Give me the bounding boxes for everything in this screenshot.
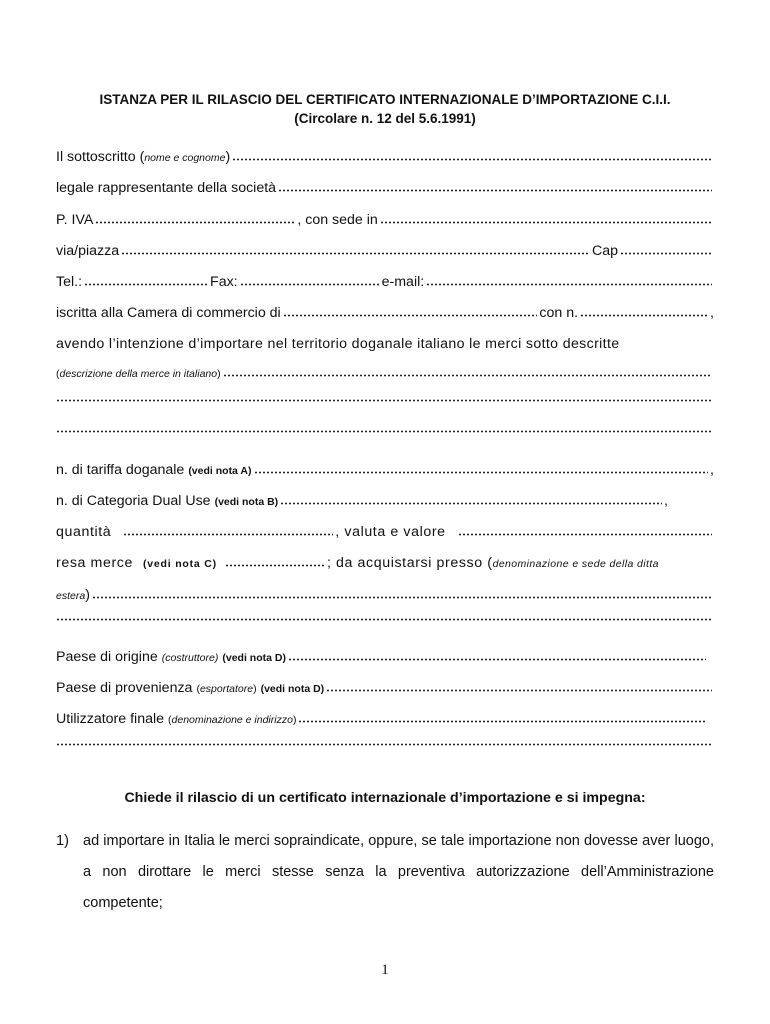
descr-open: ( — [56, 368, 60, 380]
row-utilizzatore — [56, 711, 708, 733]
sottoscritto-field[interactable] — [232, 158, 712, 161]
row-provenienza — [56, 680, 714, 702]
sede-label: , con sede in — [297, 212, 378, 228]
document-subtitle: (Circolare n. 12 del 5.6.1991) — [294, 111, 476, 126]
row-sottoscritto — [56, 149, 714, 171]
utilizzatore-hint: denominazione e indirizzo — [171, 714, 293, 726]
row-descrizione-3 — [56, 430, 714, 452]
descrizione-field-2[interactable] — [56, 399, 712, 402]
valuta-label: , valuta e valore — [335, 524, 446, 540]
provenienza-label: Paese di provenienza — [56, 680, 193, 696]
piva-label: P. IVA — [56, 212, 94, 228]
email-field[interactable] — [426, 283, 712, 286]
quantita-label: quantità — [56, 524, 112, 540]
email-label: e-mail: — [381, 274, 425, 290]
origine-note: (vedi nota D) — [222, 652, 286, 664]
row-piva — [56, 212, 714, 234]
legale-label: legale rappresentante della società — [56, 180, 277, 196]
row-origine — [56, 649, 708, 671]
row-quantita — [56, 524, 714, 546]
camera-label: iscritta alla Camera di commercio di — [56, 305, 281, 321]
estera-hint: estera — [56, 590, 86, 602]
fax-field[interactable] — [240, 283, 380, 286]
fax-label: Fax: — [210, 274, 238, 290]
cap-field[interactable] — [620, 252, 712, 255]
tel-label: Tel.: — [56, 274, 83, 290]
societa-field[interactable] — [278, 189, 712, 192]
via-label: via/piazza — [56, 243, 120, 259]
descrizione-field[interactable] — [223, 374, 712, 377]
resa-field[interactable] — [225, 564, 325, 567]
list-item — [56, 826, 714, 919]
list-item-text: ad importare in Italia le merci sopraindicate, oppure, se tale importazione non dovesse aver luogo, a non dirottare le merci stesse senza la preventiva autorizzazione dell’Amministrazione competente; — [83, 833, 714, 911]
provenienza-field[interactable] — [326, 689, 712, 692]
con-n-end: , — [710, 305, 714, 321]
quantita-field[interactable] — [123, 533, 333, 536]
row-dual-use — [56, 493, 668, 515]
descr-close: ) — [217, 368, 221, 380]
piva-field[interactable] — [95, 221, 295, 224]
sottoscritto-label: Il sottoscritto ( — [56, 149, 145, 165]
valuta-field[interactable] — [458, 533, 712, 536]
row-tariffa — [56, 462, 714, 484]
tariffa-end: , — [710, 462, 714, 478]
tariffa-field[interactable] — [254, 471, 709, 474]
provenienza-hint-open: ( — [196, 683, 200, 695]
row-descrizione — [56, 368, 714, 390]
camera-field[interactable] — [283, 314, 538, 317]
origine-label: Paese di origine — [56, 649, 158, 665]
dual-end: , — [664, 493, 668, 509]
row-ditta-2 — [56, 618, 714, 640]
provenienza-note: (vedi nota D) — [260, 683, 325, 695]
resa-note: (vedi nota C) — [142, 558, 217, 570]
provenienza-hint-close: ) — [253, 683, 257, 695]
cap-label: Cap — [591, 243, 618, 259]
row-estera — [56, 587, 714, 609]
tel-field[interactable] — [84, 283, 208, 286]
ditta-field[interactable] — [92, 596, 712, 599]
section-heading: Chiede il rilascio di un certificato internazionale d’importazione e si impegna: — [124, 790, 646, 806]
acquistarsi-label: ; da acquistarsi presso ( — [326, 555, 493, 571]
con-n-label: con n. — [539, 305, 579, 321]
row-via — [56, 243, 714, 265]
dual-field[interactable] — [280, 502, 662, 505]
dual-label: n. di Categoria Dual Use — [56, 493, 211, 509]
tariffa-label: n. di tariffa doganale — [56, 462, 185, 478]
utilizzatore-hint-close: ) — [292, 714, 297, 726]
origine-hint: (costruttore) — [161, 652, 219, 664]
intenzione-text: avendo l’intenzione d’importare nel territorio doganale italiano le merci sotto descritte — [56, 336, 620, 352]
provenienza-hint: esportatore — [199, 683, 254, 695]
row-intenzione — [56, 336, 714, 358]
ditta-hint: denominazione e sede della ditta — [492, 558, 659, 570]
origine-field[interactable] — [288, 658, 706, 661]
utilizzatore-field-2[interactable] — [56, 743, 712, 746]
row-camera — [56, 305, 714, 327]
descrizione-field-3[interactable] — [56, 430, 712, 433]
dual-note: (vedi nota B) — [214, 496, 279, 508]
row-descrizione-2 — [56, 399, 714, 421]
list-item-number: 1) — [56, 833, 69, 849]
descr-hint: descrizione della merce in italiano — [59, 368, 218, 380]
utilizzatore-field[interactable] — [298, 720, 706, 723]
tariffa-note: (vedi nota A) — [188, 465, 252, 477]
resa-label: resa merce — [56, 555, 133, 571]
row-utilizzatore-2 — [56, 743, 714, 765]
sottoscritto-hint: nome e cognome — [144, 152, 226, 164]
ditta-field-2[interactable] — [56, 618, 712, 621]
estera-close: ) — [85, 587, 90, 603]
con-n-field[interactable] — [580, 314, 708, 317]
row-legale — [56, 180, 714, 202]
row-contatti — [56, 274, 714, 296]
utilizzatore-hint-open: ( — [168, 714, 172, 726]
document-title: ISTANZA PER IL RILASCIO DEL CERTIFICATO INTERNAZIONALE D’IMPORTAZIONE C.I.I. — [99, 92, 671, 107]
page-number: 1 — [381, 962, 389, 978]
utilizzatore-label: Utilizzatore finale — [56, 711, 165, 727]
sottoscritto-close: ) — [225, 149, 231, 165]
row-resa — [56, 555, 714, 577]
sede-field[interactable] — [380, 221, 712, 224]
origine-hint-wrap — [162, 652, 219, 664]
via-field[interactable] — [121, 252, 590, 255]
